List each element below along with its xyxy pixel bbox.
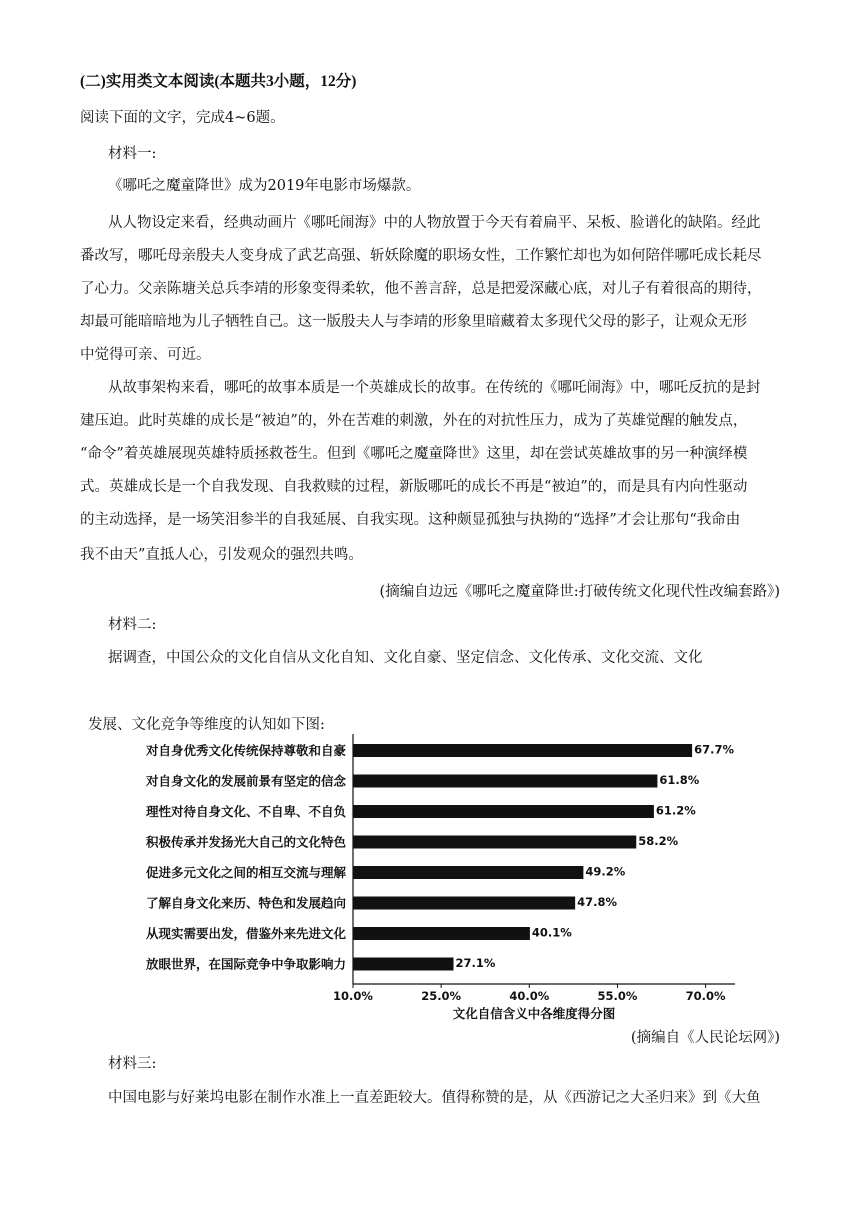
material1-line: 我不由天”直抵人心，引发观众的强烈共鸣。 bbox=[80, 547, 363, 563]
category-label: 对自身优秀文化传统保持尊敬和自豪 bbox=[145, 743, 346, 758]
material3-line: 中国电影与好莱坞电影在制作水准上一直差距较大。值得称赞的是，从《西游记之大圣归来》到《大鱼 bbox=[108, 1090, 761, 1106]
material1-label: 材料一: bbox=[108, 146, 157, 162]
material1-line: 《哪吒之魔童降世》成为2019年电影市场爆款。 bbox=[108, 178, 421, 194]
bar bbox=[353, 958, 453, 971]
material1-line: “命令”着英雄展现英雄特质拯救苍生。但到《哪吒之魔童降世》这里，却在尝试英雄故事的另一种演绎模 bbox=[80, 446, 748, 462]
category-label: 了解自身文化来历、特色和发展趋向 bbox=[145, 895, 346, 911]
value-label: 61.2% bbox=[655, 803, 696, 818]
category-label: 理性对待自身文化、不自卑、不自负 bbox=[145, 804, 346, 819]
material1-line: 却最可能暗暗地为儿子牺牲自己。这一版殷夫人与李靖的形象里暗藏着太多现代父母的影子，让观众无形 bbox=[80, 314, 747, 330]
x-tick-label: 70.0% bbox=[685, 989, 726, 1003]
bar bbox=[353, 866, 583, 879]
bar bbox=[353, 836, 636, 849]
category-label: 积极传承并发扬光大自己的文化特色 bbox=[145, 834, 346, 850]
x-tick-label: 40.0% bbox=[509, 989, 550, 1003]
value-label: 67.7% bbox=[694, 742, 735, 757]
value-label: 47.8% bbox=[577, 895, 618, 909]
material1-source: (摘编自边远《哪吒之魔童降世:打破传统文化现代性改编套路》) bbox=[379, 584, 780, 600]
value-label: 27.1% bbox=[455, 956, 496, 970]
material2-line: 据调查，中国公众的文化自信从文化自知、文化自豪、坚定信念、文化传承、文化交流、文化 bbox=[108, 650, 703, 666]
bar bbox=[353, 805, 654, 818]
bar bbox=[353, 927, 530, 940]
x-tick-label: 25.0% bbox=[421, 989, 462, 1003]
material1-line: 从故事架构来看，哪吒的故事本质是一个英雄成长的故事。在传统的《哪吒闹海》中，哪吒反抗的是封 bbox=[108, 380, 761, 396]
score-bar-chart bbox=[80, 712, 780, 1032]
material2-source: (摘编自《人民论坛网》) bbox=[630, 1030, 780, 1046]
value-label: 61.8% bbox=[659, 773, 700, 787]
material1-line: 了心力。父亲陈塘关总兵李靖的形象变得柔软，他不善言辞，总是把爱深藏心底，对儿子有着很高的期待， bbox=[80, 281, 762, 297]
x-tick-label: 55.0% bbox=[597, 989, 638, 1003]
material1-line: 的主动选择，是一场笑泪参半的自我延展、自我实现。这种颇显孤独与执拗的“选择”才会让那句“我命由 bbox=[80, 512, 741, 528]
value-label: 49.2% bbox=[585, 864, 626, 879]
value-label: 40.1% bbox=[531, 925, 572, 940]
section-title: (二)实用类文本阅读(本题共3小题，12分) bbox=[80, 73, 357, 90]
material1-line: 中觉得可亲、可近。 bbox=[80, 347, 211, 363]
material2-line: 发展、文化竞争等维度的认知如下图: bbox=[88, 717, 325, 733]
category-label: 放眼世界，在国际竞争中争取影响力 bbox=[145, 956, 346, 972]
material2-label: 材料二: bbox=[108, 617, 157, 633]
instruction: 阅读下面的文字，完成4~6题。 bbox=[80, 110, 285, 126]
bar bbox=[353, 744, 692, 757]
bar bbox=[353, 775, 657, 788]
category-label: 促进多元文化之间的相互交流与理解 bbox=[145, 865, 346, 880]
x-tick-label: 10.0% bbox=[333, 989, 373, 1003]
category-label: 对自身文化的发展前景有坚定的信念 bbox=[145, 773, 346, 789]
chart-title: 文化自信含义中各维度得分图 bbox=[452, 1006, 616, 1021]
material1-line: 建压迫。此时英雄的成长是“被迫”的，外在苦难的刺激，外在的对抗性压力，成为了英雄觉醒的触发点， bbox=[80, 413, 748, 429]
bar bbox=[353, 897, 575, 910]
material1-line: 式。英雄成长是一个自我发现、自我救赎的过程，新版哪吒的成长不再是“被迫”的，而是具有内向性驱动 bbox=[80, 479, 748, 495]
value-label: 58.2% bbox=[638, 834, 679, 848]
material1-line: 番改写，哪吒母亲殷夫人变身成了武艺高强、斩妖除魔的职场女性，工作繁忙却也为如何陪伴哪吒成长耗尽 bbox=[80, 248, 762, 264]
material1-line: 从人物设定来看，经典动画片《哪吒闹海》中的人物放置于今天有着扁平、呆板、脸谱化的缺陷。经此 bbox=[108, 215, 761, 231]
material3-label: 材料三: bbox=[108, 1056, 157, 1072]
category-label: 从现实需要出发，借鉴外来先进文化 bbox=[145, 926, 346, 941]
